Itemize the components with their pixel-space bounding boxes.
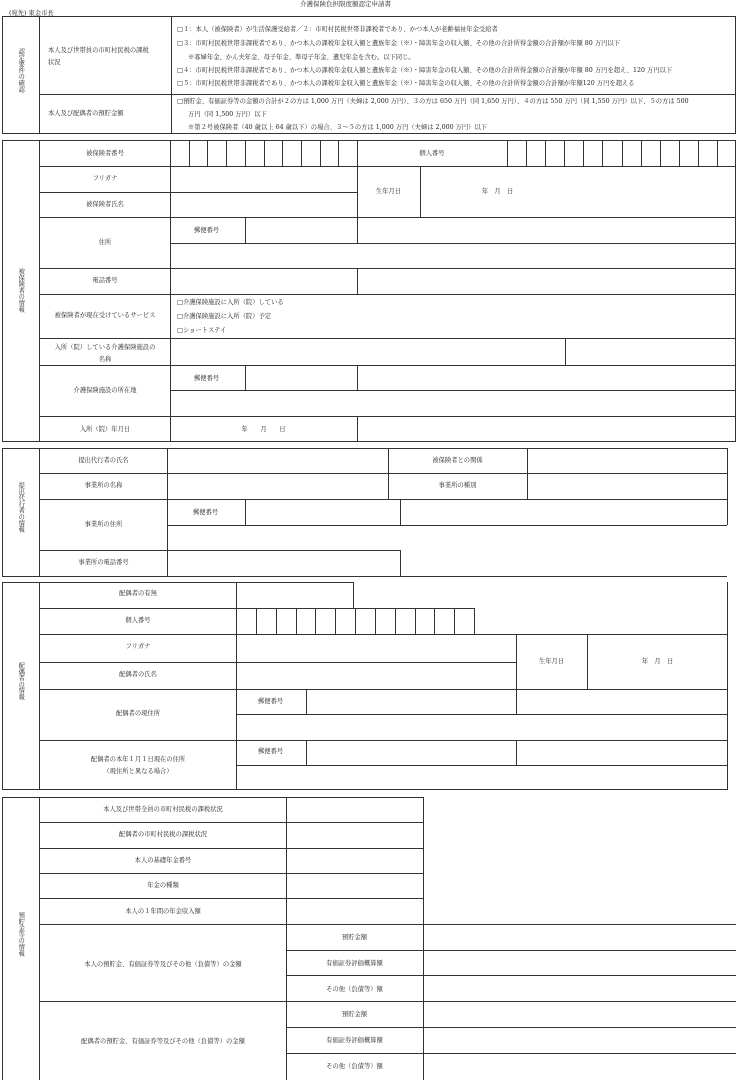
service-label: 被保険者が現在受けているサービス [54,312,156,319]
digit-cell-divider [641,140,642,166]
spouse-assets-label: 配偶者の預貯金、有価証券等及びその他（負債等）の金額 [81,1038,245,1045]
spouse-furigana-label: フリガナ [125,643,151,650]
furigana-label: フリガナ [92,175,118,182]
spouse-personal-number-label: 個人番号 [125,617,151,624]
service-option-2[interactable]: □介護保険施設に入所（院）予定 [177,313,272,320]
facility-name-label: 入所（院）している介護保険施設の 名称 [54,344,156,363]
savings-line-1[interactable]: □預貯金、有価証券等の金額の合計が２の方は 1,000 万円（夫婦は 2,000 万円）、３の方は 650 万円（同 1,650 万円）、４の方は 550 万円（同 1,550 万円）以下、５の方は 500 [177,98,689,105]
digit-cell-divider [583,140,584,166]
facility-postal-label: 郵便番号 [194,375,220,382]
own-securities-label: 有価証券評価概算額 [326,960,383,967]
digit-cell-divider [454,608,455,634]
has-spouse-label: 配偶者の有無 [119,590,157,597]
pension-type-label: 年金の種類 [147,882,179,889]
admission-date-value[interactable]: 年 月 日 [241,426,286,433]
digit-cell-divider [245,140,246,166]
savings-line-2: 万円（同 1,500 万円）以下 [188,111,267,118]
birthdate-value[interactable]: 年 月 日 [481,188,514,195]
spouse-savings-label: 預貯金額 [341,1011,368,1018]
option-note: ※寡婦年金、かん夫年金、母子年金、準母子年金、遺児年金を含む。以下同じ。 [188,54,415,61]
phone-label: 電話番号 [92,277,118,284]
digit-cell-divider [717,140,718,166]
digit-cell-divider [320,140,321,166]
tax-status-label: 本人及び世帯員の市町村民税の課税 状況 [48,47,149,66]
section-label: 認定要件の確認 [17,48,25,93]
section-label: 被保険者の情報 [17,268,25,313]
digit-cell-divider [301,140,302,166]
digit-cell-divider [315,608,316,634]
own-assets-label: 本人の預貯金、有価証券等及びその他（負債等）の金額 [84,961,242,968]
digit-cell-divider [207,140,208,166]
spouse-tax-label: 配偶者の市町村民税の課税状況 [118,831,208,838]
pension-income-label: 本人の１年間の年金収入額 [125,908,201,915]
digit-cell-divider [679,140,680,166]
spouse-postal-label: 郵便番号 [258,698,284,705]
digit-cell-divider [256,608,257,634]
option-5[interactable]: □５：市町村民税世帯非課税者であり、かつ本人の課税年金収入額と遺族年金（※）・障害年金の収入額、その他の合計所得金額の合計額が年額120 万円を超える [177,80,635,87]
digit-cell-divider [338,140,339,166]
digit-cell-divider [282,140,283,166]
own-other-label: その他（負債等）額 [326,986,383,993]
admission-date-label: 入所（院）年月日 [79,426,131,433]
office-name-label: 事業所の名称 [84,482,123,489]
option-1-2[interactable]: □１：本人（被保険者）が生活保護受給者／２：市町村民税世帯非課税者であり、かつ本人が老齢福祉年金受給者 [177,26,498,33]
spouse-jan-address-label: 配偶者の本年１月１日現在の住所 （現住所と異なる場合） [90,756,186,775]
digit-cell-divider [375,608,376,634]
option-3[interactable]: □３：市町村民税世帯非課税者であり、かつ本人の課税年金収入額と遺族年金（※）・障害年金の収入額、その他の合計所得金額の合計額が年額 80 万円以下 [177,40,621,47]
service-option-1[interactable]: □介護保険施設に入所（院）している [177,299,284,306]
section-label: 預貯金等の情報 [17,912,25,957]
birthdate-label: 生年月日 [375,188,402,195]
digit-cell-divider [226,140,227,166]
office-phone-label: 事業所の電話番号 [78,559,129,566]
digit-cell-divider [434,608,435,634]
spouse-jan-postal-label: 郵便番号 [258,748,284,755]
address-label: 住所 [98,239,112,246]
spouse-address-label: 配偶者の現住所 [115,710,161,717]
facility-address-label: 介護保険施設の所在地 [73,387,137,394]
addressee: (宛先) 東金市長 [9,10,54,17]
digit-cell-divider [564,140,565,166]
digit-cell-divider [622,140,623,166]
tax-status-all-label: 本人及び世帯全員の市町村民税の課税状況 [103,806,223,813]
page-title: 介護保険負担限度額認定申請書 [300,0,391,8]
name-label: 被保険者氏名 [86,201,124,208]
spouse-birthdate-label: 生年月日 [538,658,565,665]
service-option-3[interactable]: □ショートステイ [177,327,227,334]
own-savings-label: 預貯金額 [341,934,368,941]
spouse-birthdate-value[interactable]: 年 月 日 [641,658,674,665]
office-postal-label: 郵便番号 [193,509,219,516]
digit-cell-divider [296,608,297,634]
digit-cell-divider [335,608,336,634]
digit-cell-divider [660,140,661,166]
agent-name-label: 提出代行者の氏名 [78,457,129,464]
insured-number-label: 被保険者番号 [86,150,124,157]
section-label: 配偶者の情報 [17,662,25,700]
office-address-label: 事業所の住所 [84,521,123,528]
savings-label: 本人及び配偶者の預貯金額 [48,110,124,117]
digit-cell-divider [189,140,190,166]
postal-label: 郵便番号 [194,227,220,234]
digit-cell-divider [415,608,416,634]
digit-cell-divider [276,608,277,634]
option-4[interactable]: □４：市町村民税世帯非課税者であり、かつ本人の課税年金収入額と遺族年金（※）・障害年金の収入額、その他の合計所得金額の合計額が年額 80 万円を超え、120 万円以下 [177,67,673,74]
pension-number-label: 本人の基礎年金番号 [134,857,192,864]
digit-cell-divider [545,140,546,166]
digit-cell-divider [355,608,356,634]
spouse-securities-label: 有価証券評価概算額 [326,1037,383,1044]
digit-cell-divider [395,608,396,634]
spouse-name-label: 配偶者の氏名 [119,671,157,678]
office-type-label: 事業所の種別 [438,482,477,489]
digit-cell-divider [264,140,265,166]
personal-number-label: 個人番号 [419,150,445,157]
spouse-other-label: その他（負債等）額 [326,1063,383,1070]
digit-cell-divider [602,140,603,166]
section-label: 提出代行者の情報 [17,482,25,533]
digit-cell-divider [698,140,699,166]
savings-line-3: ※第２号被保険者（40 歳以上 64 歳以下）の場合、３～５の方は 1,000 万円（夫婦は 2,000 万円）以下 [188,124,488,131]
digit-cell-divider [526,140,527,166]
relation-label: 被保険者との関係 [432,457,483,464]
